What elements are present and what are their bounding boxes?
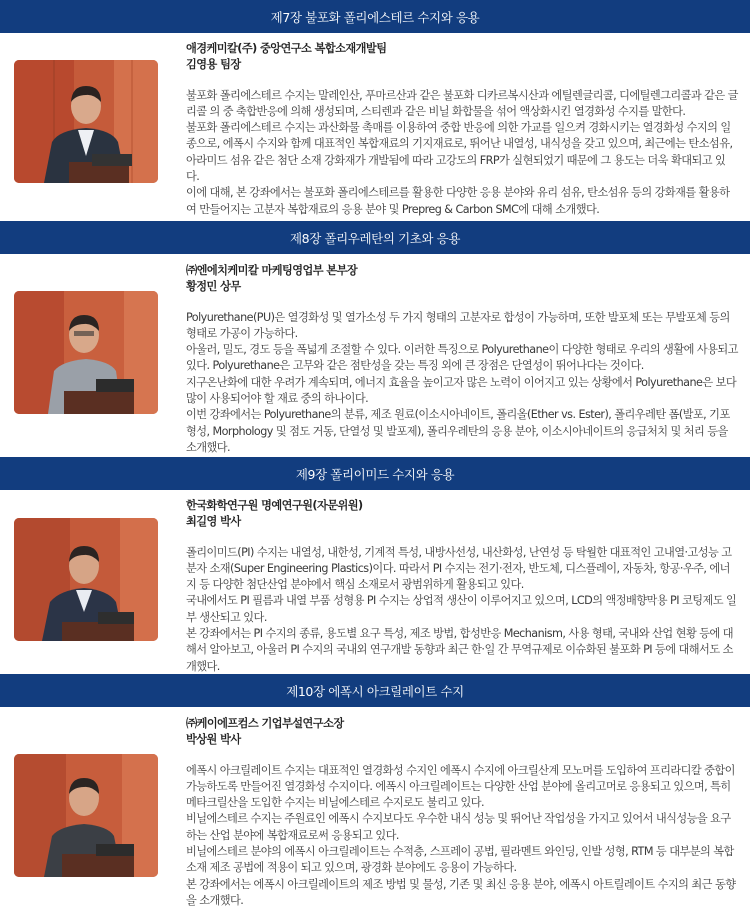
paragraph: 불포화 폴리에스테르 수지는 과산화물 촉매를 이용하여 중합 반응에 의한 가교를 일으켜 경화시키는 열경화성 수지의 일종으로, 에폭시 수지와 함께 대표적인 복합재료의 기지재료로, 뛰어난 내열성, 내식성을 갖고 있으며, 최근에는 탄소섬유, 아라미드 섬유 같은 첨단 소재 강화재가 개발됨에 따라 고강도의 FRP가 실현되었기 때문에 그 용도는 더욱 확대되고 있다.	[186, 121, 733, 184]
speaker-org: 애경케미칼(주) 중앙연구소 복합소재개발팀	[186, 42, 387, 55]
lecture-text-9	[186, 498, 738, 675]
paragraph: 본 강좌에서는 PI 수지의 종류, 용도별 요구 특성, 제조 방법, 합성반응 Mechanism, 사용 형태, 국내와 산업 현황 등에 대해서 알아보고, 아울러 PI 수지의 국내외 연구개발 동향과 최근 한·일 간 무역규제로 이슈화된 불포화 PI 등에 대해서도 소개했다.	[186, 627, 733, 673]
lecture-body	[186, 88, 738, 218]
section-title-bar	[0, 221, 750, 254]
speaker-photo	[14, 291, 158, 414]
paragraph: 국내에서도 PI 필름과 내열 부품 성형용 PI 수지는 상업적 생산이 이루어지고 있으며, LCD의 액정배향막용 PI 코팅제도 일부 생산되고 있다.	[186, 594, 737, 624]
paragraph: 지구온난화에 대한 우려가 계속되며, 에너지 효율을 높이고자 많은 노력이 이어지고 있는 상황에서 Polyurethane은 보다 많이 사용되어야 할 재료 중의 하나이다.	[186, 375, 737, 406]
lecture-body	[186, 310, 738, 457]
section-title: 제9장 폴리이미드 수지와 응용	[295, 466, 455, 482]
paragraph: 이에 대해, 본 강좌에서는 불포화 폴리에스테르를 활용한 다양한 응용 분야와 유리 섬유, 탄소섬유 등의 강화재를 활용하여 만들어지는 고분자 복합재료의 응용 분야 및 Prepreg & Carbon SMC에 대해 소개했다.	[186, 186, 730, 216]
paragraph: 에폭시 아크릴레이트 수지는 대표적인 열경화성 수지인 에폭시 수지에 아크릴산계 모노머를 도입하여 프리라디칼 중합이 가능하도록 만들어진 열경화성 수지이다. 에폭시 아크릴레이트는 다양한 산업 분야에 올리고머로 응용되고 있으며, 특히 메타크릴산을 도입한 수지는 비닐에스테르 수지로도 불리고 있다.	[186, 763, 735, 810]
speaker-photo	[14, 754, 158, 877]
speaker-org: ㈜엔에치케미칼 마케팅영업부 본부장	[186, 264, 358, 277]
lecture-section-7	[0, 0, 750, 33]
lecture-section-8	[0, 221, 750, 254]
speaker-name: 박상원 박사	[186, 733, 241, 747]
speaker-photo	[14, 518, 158, 641]
section-title-bar	[0, 0, 750, 33]
paragraph: 폴리이미드(PI) 수지는 내열성, 내한성, 기계적 특성, 내방사선성, 내산화성, 난연성 등 탁월한 대표적인 고내열·고성능 고분자 소재(Super Engineering Plastics)이다. 따라서 PI 수지는 전기·전자, 반도체, 디스플레이, 자동차, 항공·우주, 에너지 등 다양한 첨단산업 분야에서 핵심 소재로서 광범위하게 활용되고 있다.	[186, 545, 732, 592]
lecture-body	[186, 763, 738, 910]
speaker-name: 김영용 팀장	[186, 58, 241, 72]
paragraph: 이번 강좌에서는 Polyurethane의 분류, 제조 원료(이소시아네이트, 폴리올(Ether vs. Ester), 폴리우레탄 폼(발포, 기포 형성, Morphology 및 점도 거동, 단열성 및 발포제), 폴리우레탄의 응용 분야, 이소시아네이트의 응급처치 및 처리 등을 소개했다.	[186, 408, 730, 454]
paragraph: Polyurethane(PU)은 열경화성 및 열가소성 두 가지 형태의 고분자로 합성이 가능하며, 또한 발포체 또는 무발포체 등의 형태로 가공이 가능하다.	[186, 310, 730, 340]
speaker-name: 황정민 상무	[186, 280, 241, 294]
speaker-org: 한국화학연구원 명예연구원(자문위원)	[186, 499, 363, 512]
section-title: 제10장 에폭시 아크릴레이트 수지	[286, 683, 464, 699]
section-title-bar	[0, 457, 750, 490]
section-title-bar	[0, 674, 750, 707]
lecture-text-7	[186, 41, 738, 218]
section-title: 제8장 폴리우레탄의 기초와 응용	[289, 230, 461, 246]
speaker-org: ㈜케이에프컴스 기업부설연구소장	[186, 717, 344, 730]
lecture-text-8	[186, 263, 738, 456]
paragraph: 본 강좌에서는 에폭시 아크릴레이트의 제조 방법 및 물성, 기존 및 최신 응용 분야, 에폭시 아트릴레이트 수지의 최근 동향을 소개했다.	[186, 877, 736, 907]
section-title: 제7장 불포화 폴리에스테르 수지와 응용	[270, 9, 480, 25]
lecture-body	[186, 545, 738, 675]
speaker-name: 최길영 박사	[186, 515, 241, 529]
paragraph: 아울러, 밀도, 경도 등을 폭넓게 조절할 수 있다. 이러한 특징으로 Polyurethane이 다양한 형태로 우리의 생활에 사용되고 있다. Polyurethane은 고무와 같은 점탄성을 갖는 특징 외에 큰 장점은 단열성이 뛰어나다는 것이다.	[186, 343, 738, 373]
paragraph: 불포화 폴리에스테르 수지는 말레인산, 푸마르산과 같은 불포화 디카르복시산과 에틸렌글리콜, 디에틸렌그리콜과 같은 글리콜 의 중 축합반응에 의해 생성되며, 스티렌과 같은 비닐 화합물을 섞어 액상화시킨 열경화성 수지를 말한다.	[186, 88, 738, 118]
paragraph: 비닐에스테르 분야의 에폭시 아크릴레이트는 수적층, 스프레이 공법, 필라멘트 와인딩, 인발 성형, RTM 등 대부분의 복합소재 제조 공법에 적용이 되고 있으며, 광경화 분야에도 응용이 가능하다.	[186, 845, 734, 875]
lecture-text-10	[186, 716, 738, 909]
paragraph: 비닐에스테르 수지는 주원료인 에폭시 수지보다도 우수한 내식 성능 및 뛰어난 작업성을 가지고 있어서 내식성능을 요구하는 산업 분야에 복합재료로써 응용되고 있다.	[186, 812, 731, 842]
speaker-photo	[14, 60, 158, 183]
lecture-section-10	[0, 674, 750, 707]
lecture-section-9	[0, 457, 750, 490]
